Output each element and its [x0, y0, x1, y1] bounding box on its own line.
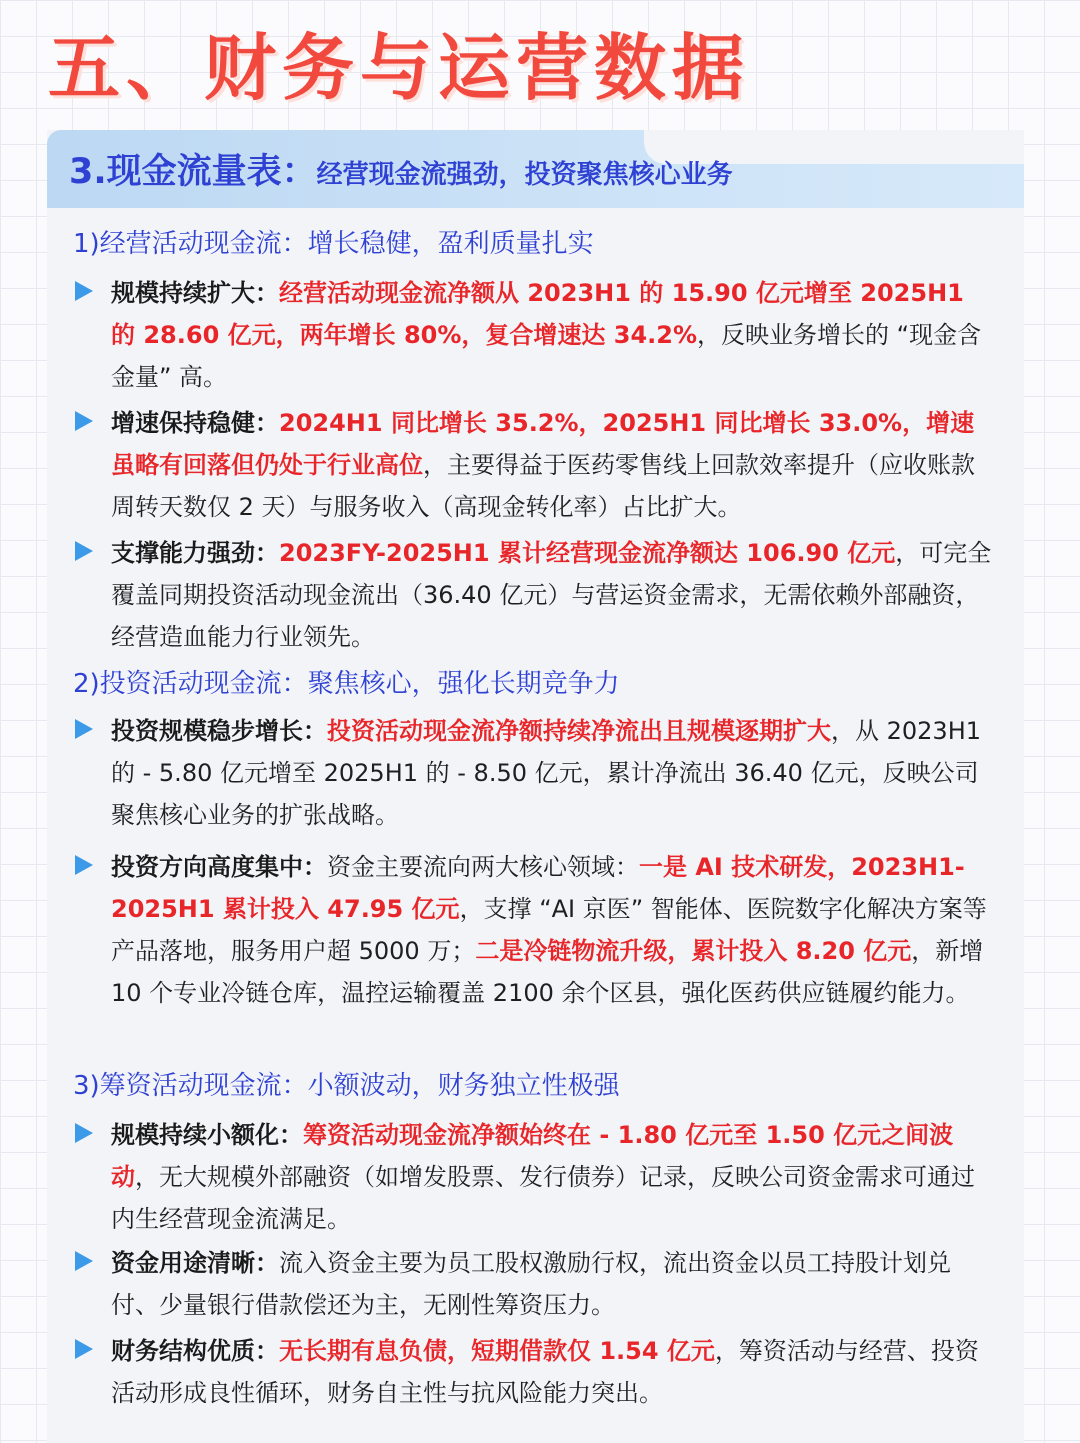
- content-body: [47, 224, 1024, 1418]
- item-highlight: 2024H1 同比增长 35.2%，2025H1 同比增长 33.0%，增速虽略有回落但仍处于行业高位: [111, 409, 975, 479]
- item-highlight: 投资活动现金流净额持续净流出且规模逐期扩大: [327, 717, 831, 745]
- list-item: [47, 1330, 1024, 1418]
- section-title: 1)经营活动现金流：增长稳健，盈利质量扎实: [73, 229, 594, 259]
- section-investing: [47, 664, 1024, 710]
- item-text: ，新增 10 个专业冷链仓库，温控运输覆盖 2100 余个区县，强化医药供应链履约能力。: [111, 937, 984, 1007]
- item-text: ，从 2023H1 的 - 5.80 亿元增至 2025H1 的 - 8.50 亿元，累计净流出 36.40 亿元，反映公司聚焦核心业务的扩张战略。: [111, 717, 982, 829]
- item-lead: 资金用途清晰：: [111, 1249, 279, 1277]
- page-title: 五、财务与运营数据: [48, 26, 751, 110]
- list-item: [47, 272, 1024, 398]
- item-lead: 投资规模稳步增长：: [111, 717, 327, 745]
- banner-title: 3.现金流量表：: [69, 152, 317, 192]
- item-highlight: 一是 AI 技术研发，2023H1-2025H1 累计投入 47.95 亿元: [111, 853, 965, 923]
- item-lead: 投资方向高度集中：: [111, 853, 327, 881]
- list-item: [47, 532, 1024, 662]
- item-text: 流入资金主要为员工股权激励行权，流出资金以员工持股计划兑付、少量银行借款偿还为主，无刚性筹资压力。: [111, 1249, 951, 1319]
- item-highlight: 无长期有息负债，短期借款仅 1.54 亿元: [279, 1337, 715, 1365]
- item-lead: 增速保持稳健：: [111, 409, 279, 437]
- arrow-bullet-icon: [75, 541, 93, 561]
- content-card: [47, 130, 1024, 1443]
- section-title: 2)投资活动现金流：聚焦核心，强化长期竞争力: [73, 669, 620, 699]
- banner-subtitle: 经营现金流强劲，投资聚焦核心业务: [316, 160, 733, 190]
- item-lead: 支撑能力强劲：: [111, 539, 279, 567]
- banner-heading: [69, 148, 733, 202]
- item-text: 资金主要流向两大核心领域：: [327, 853, 639, 881]
- item-text: ，主要得益于医药零售线上回款效率提升（应收账款周转天数仅 2 天）与服务收入（高现金转化率）占比扩大。: [111, 451, 975, 521]
- item-lead: 规模持续扩大：: [111, 279, 279, 307]
- arrow-bullet-icon: [75, 411, 93, 431]
- item-highlight: 2023FY-2025H1 累计经营现金流净额达 106.90 亿元: [279, 539, 896, 567]
- section-banner: [47, 130, 1024, 208]
- item-lead: 规模持续小额化：: [111, 1121, 303, 1149]
- arrow-bullet-icon: [75, 855, 93, 875]
- list-item: [47, 1114, 1024, 1242]
- item-text: ，反映业务增长的 “现金含金量” 高。: [111, 321, 982, 391]
- list-item: [47, 402, 1024, 532]
- list-item: [47, 846, 1024, 1064]
- item-text: ，筹资活动与经营、投资活动形成良性循环，财务自主性与抗风险能力突出。: [111, 1337, 979, 1407]
- arrow-bullet-icon: [75, 281, 93, 301]
- item-lead: 财务结构优质：: [111, 1337, 279, 1365]
- arrow-bullet-icon: [75, 1339, 93, 1359]
- arrow-bullet-icon: [75, 719, 93, 739]
- section-operating: [47, 224, 1024, 270]
- item-text: ，无大规模外部融资（如增发股票、发行债券）记录，反映公司资金需求可通过内生经营现金流满足。: [111, 1163, 975, 1233]
- section-title: 3)筹资活动现金流：小额波动，财务独立性极强: [73, 1071, 620, 1101]
- arrow-bullet-icon: [75, 1123, 93, 1143]
- list-item: [47, 1242, 1024, 1330]
- section-financing: [47, 1066, 1024, 1114]
- item-text: ，支撑 “AI 京医” 智能体、医院数字化解决方案等产品落地，服务用户超 5000 万；: [111, 895, 987, 965]
- item-highlight: 筹资活动现金流净额始终在 - 1.80 亿元至 1.50 亿元之间波动: [111, 1121, 954, 1191]
- item-text: ，可完全覆盖同期投资活动现金流出（36.40 亿元）与营运资金需求，无需依赖外部融资，经营造血能力行业领先。: [111, 539, 992, 651]
- arrow-bullet-icon: [75, 1251, 93, 1271]
- list-item: [47, 710, 1024, 840]
- item-highlight: 二是冷链物流升级，累计投入 8.20 亿元: [475, 937, 912, 965]
- item-highlight: 经营活动现金流净额从 2023H1 的 15.90 亿元增至 2025H1 的 28.60 亿元，两年增长 80%，复合增速达 34.2%: [111, 279, 964, 349]
